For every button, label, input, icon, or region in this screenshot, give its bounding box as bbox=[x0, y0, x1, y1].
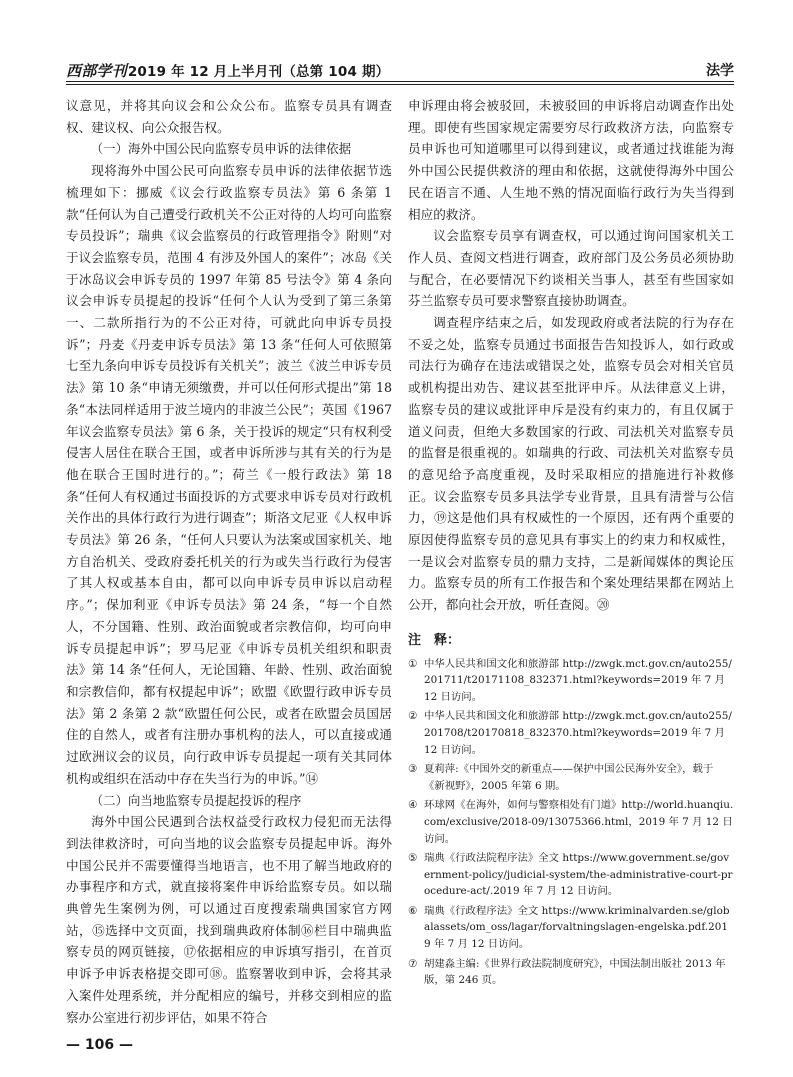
footnote-text: 瑞典《行政程序法》全文 https://www.kriminalvarden.se/globalassets/om_oss/lagar/forvaltningslagen-engelska.pdf.2019 年 7 月 12 日访问。 bbox=[424, 904, 730, 951]
footnote-number: ② bbox=[408, 710, 418, 723]
section-heading: （一）海外中国公民向监察专员申诉的法律依据 bbox=[90, 141, 351, 157]
body-paragraph: 现将海外中国公民可向监察专员申诉的法律依据节选梳理如下：挪威《议会行政监察专员法》第 6 条第 1 款“任何认为自己遭受行政机关不公正对待的人均可向监察专员投诉”；瑞典《议会监察员的行政管理指令》附则“对于议会监察专员，范围 4 有涉及外国人的案件”；冰岛《关于冰岛议会申诉专员的 1997 年第 85 号法令》第 4 条向议会申诉专员提起的投诉“任何个人认为受到了第三条第一、二款所指行为的不公正对待，可就此向申诉专员投诉”；丹麦《丹麦申诉专员法》第 13 条“任何人可依照第七至九条向申诉专员投诉有关机关”；波兰《波兰申诉专员法》第 10 条“申请无须缴费，并可以任何形式提出”第 18 条“本法同样适用于波兰境内的非波兰公民”；英国《1967 年议会监察专员法》第 6 条，关于投诉的规定“只有权利受侵害人居住在联合王国，或者申诉所涉与其有关的行为是他在联合王国时进行的。”；荷兰《一般行政法》第 18 条“任何人有权通过书面投诉的方式要求申诉专员对行政机关作出的具体行政行为进行调查”；斯洛文尼亚《人权申诉专员法》第 26 条，“任何人只要认为法案或国家机关、地方自治机关、受政府委托机关的行为或失当行政行为侵害了其人权或基本自由，都可以向申诉专员申诉以启动程序。”；保加利亚《申诉专员法》第 24 条，“每一个自然人，不分国籍、性别、政治面貌或者宗教信仰，均可向申诉专员提起申诉”；罗马尼亚《申诉专员机关组织和职责法》第 14 条“任何人，无论国籍、年龄、性别、政治面貌和宗教信仰，都有权提起申诉”；欧盟《欧盟行政申诉专员法》第 2 条第 2 款“欧盟任何公民，或者在欧盟会员国居住的自然人，或者有注册办事机构的法人，可以直接或通过欧洲议会的议员，向行政申诉专员提起一项有关其同体机构或组织在活动中存在失当行为的申诉。”⑭ bbox=[66, 163, 392, 786]
footnote bbox=[408, 850, 734, 900]
footnote-number: ③ bbox=[408, 763, 418, 776]
footnote-text: 胡建淼主编:《世界行政法院制度研究》，中国法制出版社 2013 年版，第 246 页。 bbox=[424, 957, 726, 987]
footnote-number: ④ bbox=[408, 799, 418, 812]
page-number: — 106 — bbox=[66, 1037, 133, 1053]
footnote bbox=[408, 761, 734, 794]
footnote bbox=[408, 656, 734, 706]
body-paragraph: 议意见，并将其向议会和公众公布。监察专员具有调查权、建议权、向公众报告权。 bbox=[66, 98, 392, 135]
notes-list bbox=[408, 656, 734, 989]
running-header bbox=[66, 58, 734, 82]
right-column bbox=[408, 95, 734, 992]
footnote-text: 夏莉萍:《中国外交的新重点——保护中国公民海外安全》，载于《新视野》，2005 年第 6 期。 bbox=[424, 763, 714, 792]
section-label: 法学 bbox=[706, 63, 734, 79]
footnote-text: 环球网《在海外，如何与警察相处有门道》http://world.huanqiu.com/exclusive/2018-09/13075366.html，2019 年 7 月 12 日访问。 bbox=[424, 799, 734, 845]
footnote-text: 瑞典《行政法院程序法》全文 https://www.government.se/government-policy/judicial-system/the-administrative-court-procedure-act/.2019 年 7 月 12 日访问。 bbox=[424, 852, 733, 898]
footnote-number: ⑤ bbox=[408, 852, 418, 865]
footnote bbox=[408, 903, 734, 953]
body-paragraph: 海外中国公民遇到合法权益受行政权力侵犯而无法得到法律救济时，可向当地的议会监察专员提起申诉。海外中国公民并不需要懂得当地语言，也不用了解当地政府的办事程序和方式，就直接将案件申诉给监察专员。如以瑞典曾先生案例为例，可以通过百度搜索瑞典国家官方网站，⑮选择中文页面，找到瑞典政府体制⑯栏目中瑞典监察专员的网页链接，⑰依据相应的申诉填写指引，在首页申诉予申诉表格提交即可⑱。监察署收到申诉，会将其录入案件处理系统，并分配相应的编号，并移交到相应的监察办公室进行初步评估，如果不符合 bbox=[66, 814, 392, 1025]
left-column bbox=[66, 95, 392, 1028]
footnote-text: 中华人民共和国文化和旅游部 http://zwgk.mct.gov.cn/auto255/201711/t20171108_832371.html?keywords=2019 年 7 月 12 日访问。 bbox=[424, 657, 732, 703]
footnote-number: ⑥ bbox=[408, 904, 418, 917]
body-paragraph: 调查程序结束之后，如发现政府或者法院的行为存在不妥之处，监察专员通过书面报告告知投诉人，如行政或司法行为确存在违法或错误之处，监察专员会对相关官员或机构提出劝告、建议甚至批评申斥。从法律意义上讲，监察专员的建议或批评申斥是没有约束力的，有且仅属于道义问责，但绝大多数国家的行政、司法机关对监察专员的监督是很重视的。如瑞典的行政、司法机关对监察专员的意见给予高度重视，及时采取相应的措施进行补救修正。议会监察专员多具法学专业背景，且具有清誉与公信力，⑲这是他们具有权威性的一个原因，还有两个重要的原因使得监察专员的意见具有事实上的约束力和权威性，一是议会对监察专员的鼎力支持，二是新闻媒体的舆论压力。监察专员的所有工作报告和个案处理结果都在网站上公开，都向社会开放，听任查阅。⑳ bbox=[408, 315, 734, 613]
notes-title: 注 释： bbox=[408, 632, 461, 648]
header-rule-thin bbox=[66, 84, 734, 85]
footnote bbox=[408, 797, 734, 847]
body-paragraph: 议会监察专员享有调查权，可以通过询问国家机关工作人员、查阅文档进行调查，政府部门及公务员必须协助与配合，在必要情况下约谈相关当事人，甚至有些国家如芬兰监察专员可要求警察直接协助调查。 bbox=[408, 228, 734, 309]
header-rule bbox=[66, 81, 734, 82]
body-paragraph: 申诉理由将会被驳回，未被驳回的申诉将启动调查作出处理。即使有些国家规定需要穷尽行政救济方法，向监察专员申诉也可知道哪里可以得到建议，或者通过找谁能为海外中国公民提供救济的理由和依据，这就使得海外中国公民在语言不通、人生地不熟的情况面临行政行为失当得到相应的救济。 bbox=[408, 98, 734, 222]
footnote bbox=[408, 708, 734, 758]
journal-title bbox=[66, 60, 389, 81]
footnote-text: 中华人民共和国文化和旅游部 http://zwgk.mct.gov.cn/auto255/201708/t20170818_832370.html?keywords=2019 年 7 月 12 日访问。 bbox=[424, 710, 732, 756]
section-heading: （二）向当地监察专员提起投诉的程序 bbox=[90, 792, 302, 808]
footnote-number: ⑦ bbox=[408, 957, 418, 970]
journal-brand: 西部学刊 bbox=[66, 62, 127, 80]
right-column-body bbox=[408, 95, 734, 616]
footnote-number: ① bbox=[408, 657, 418, 670]
journal-issue: 2019 年 12 月上半月刊（总第 104 期） bbox=[127, 64, 390, 80]
footnote bbox=[408, 956, 734, 989]
